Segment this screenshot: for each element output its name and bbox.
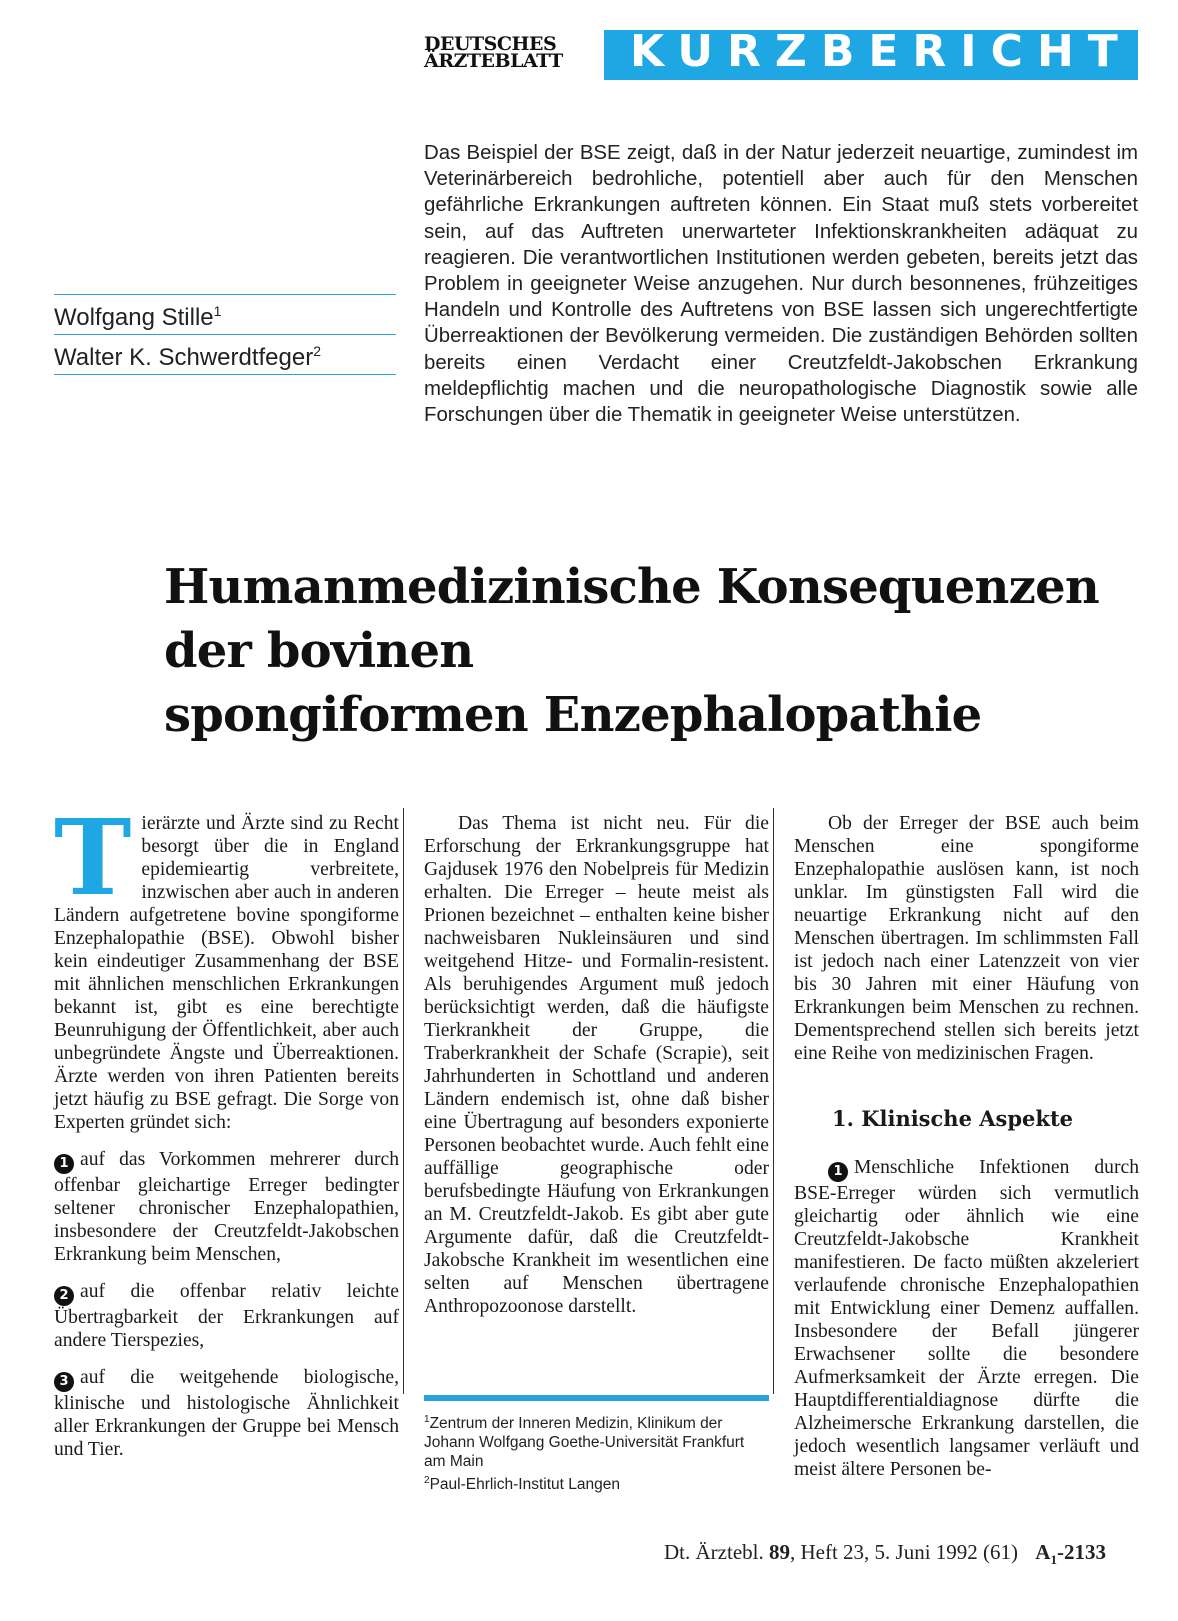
footer-volume: 89 [768,1540,790,1564]
masthead-line-1: DEUTSCHES [424,33,557,55]
number-badge-icon: 3 [54,1372,74,1392]
drop-cap: T [54,796,132,919]
page-footer [664,1540,1106,1568]
intro-paragraph [54,796,399,1134]
article-title [164,555,1154,747]
footer-journal: Dt. Ärztebl. [664,1540,764,1564]
author-affiliation-mark: 2 [313,343,322,359]
number-badge-icon: 1 [828,1162,848,1182]
masthead-line-2: ÄRZTEBLATT [424,50,563,72]
author-name: Walter K. Schwerdtfeger [54,344,314,371]
number-badge-icon: 1 [54,1154,74,1174]
intro-text: ierärzte und Ärzte sind zu Recht besorgt über die in England epidemieartig verbreitete, inzwischen aber auch in anderen Ländern aufgetretene bovine spongiforme Enzephalopathie (BSE). Obwohl bisher kein eindeutiger Zusammenhang der BSE mit ähnlichen menschlichen Erkrankungen bekannt ist, gibt es eine berechtigte Beunruhigung der Öffentlichkeit, aber auch unbegründete Ängste und Überreaktionen. Ärzte werden von ihren Patienten bereits jetzt häufig zu BSE gefragt. Die Sorge von Experten gründet sich: [54,813,399,1133]
footnote-rule [424,1395,769,1401]
number-badge-icon: 2 [54,1286,74,1306]
author-affiliation-mark: 1 [213,303,222,319]
list-item [54,1280,399,1352]
footnotes [424,1410,769,1494]
body-paragraph: Ob der Erreger der BSE auch beim Menschen eine spongiforme Enzephalopathie auslösen kann, ist noch unklar. Im günstigsten Fall wird die neuartige Erkrankung nicht auf den Menschen übertragen. Im schlimmsten Fall ist jedoch nach einer Latenzzeit von vier bis 30 Jahren mit einer Häufung von Erkrankungen beim Menschen zu rechnen. Dementsprechend stellen sich bereits jetzt eine Reihe von medizinischen Fragen. [794,813,1139,1064]
author-2 [54,335,396,374]
body-column-2 [424,812,769,1318]
author-1 [54,295,396,334]
footnote-mark: 1 [424,1414,430,1425]
list-item-text: auf die offenbar relativ leichte Übertragbarkeit der Erkrankungen auf andere Tierspezies, [54,1281,399,1351]
title-line-3: spongiformen Enzephalopathie [164,687,982,743]
author-rule-bottom [54,374,396,375]
title-line-1: Humanmedizinische Konsequenzen [164,559,1099,615]
page-prefix: A [1035,1540,1051,1564]
list-item-text: auf die weitgehende biologische, klinische und histologische Ähnlichkeit aller Erkrankungen der Gruppe bei Mensch und Tier. [54,1367,399,1460]
list-item-text: auf das Vorkommen mehrerer durch offenbar gleichartige Erreger bedingter seltener chronischer Enzephalopathien, insbesondere der Creutzfeldt-Jakobschen Erkrankung beim Menschen, [54,1149,399,1265]
title-line-2: der bovinen [164,623,474,679]
category-label: KURZBERICHT [630,26,1132,77]
abstract: Das Beispiel der BSE zeigt, daß in der Natur jederzeit neuartige, zumindest im Veterinärbereich bedrohliche, potentiell aber auch für den Menschen gefährliche Erkrankungen auftreten können. Ein Staat muß stets vorbereitet sein, auf das Auftreten unerwarteter Infektionskrankheiten adäquat zu reagieren. Die verantwortlichen Institutionen werden gebeten, bereits jetzt das Problem in geeigneter Weise anzugehen. Nur durch besonnenes, frühzeitiges Handeln und Kontrolle des Auftretens von BSE lassen sich ungerechtfertigte Überreaktionen der Bevölkerung vermeiden. Die zuständigen Behörden sollten bereits einen Verdacht einer Creutzfeldt-Jakobschen Erkrankung meldepflichtig machen und die neuropathologische Diagnostik sowie alle Forschungen über die Thematik in geeigneter Weise unterstützen. [424,142,1138,427]
page-number [1035,1540,1106,1568]
body-paragraph: Das Thema ist nicht neu. Für die Erforschung der Erkrankungsgruppe hat Gajdusek 1976 den Nobelpreis für Medizin erhalten. Die Erreger – heute meist als Prionen bezeichnet – enthalten keine bisher nachweisbaren Nukleinsäuren und sind weitgehend Hitze- und Formalin-resistent. Als beruhigendes Argument muß jedoch berücksichtigt werden, daß die häufigste Tierkrankheit der Gruppe, die Traberkrankheit der Schafe (Scrapie), seit Jahrhunderten in Schottland und anderen Ländern endemisch ist, ohne daß bisher eine Übertragung auf besonders exponierte Personen beobachtet wurde. Auch fehlt eine auffällige geographische oder berufsbedingte Häufung von Erkrankungen an M. Creutzfeldt-Jakob. Es gibt aber gute Argumente dafür, daß die Creutzfeldt-Jakobsche Krankheit im wesentlichen eine selten auf Menschen übertragene Anthropozoonose darstellt. [424,813,769,1317]
body-column-3 [794,812,1139,1481]
author-name: Wolfgang Stille [54,304,214,331]
section-heading: 1. Klinische Aspekte [832,1106,1074,1131]
footer-issue: , Heft 23, 5. Juni 1992 (61) [789,1540,1019,1564]
list-item-text: Menschliche Infektionen durch BSE-Erreger würden sich vermutlich gleichartig oder ähnlich wie eine Creutzfeldt-Jakobsche Krankheit manifestieren. De facto müßten akzeleriert verlaufende chronische Enzephalopathien mit Entwicklung einer Demenz auffallen. Insbesondere der Befall jüngerer Erwachsener sollte die besondere Aufmerksamkeit der Ärzte erregen. Die Hauptdifferentialdiagnose dürfte die Alzheimersche Erkrankung darstellen, die jedoch wesentlich langsamer verläuft und meist ältere Personen be- [794,1157,1139,1480]
footnote-text: Zentrum der Inneren Medizin, Klinikum der Johann Wolfgang Goethe-Universität Frankfurt am Main [424,1415,745,1471]
footnote-1 [424,1410,769,1471]
column-divider-1 [403,808,404,1394]
author-block [54,294,396,375]
list-item [54,1366,399,1461]
list-item [794,1156,1139,1481]
footnote-2 [424,1471,769,1494]
column-divider-2 [773,808,774,1394]
page-number-value: -2133 [1056,1540,1106,1564]
page-sub: 1 [1050,1552,1057,1568]
list-item [54,1148,399,1266]
footnote-text: Paul-Ehrlich-Institut Langen [429,1476,620,1494]
body-column-1 [54,796,399,1461]
footnote-mark: 2 [424,1475,430,1487]
journal-masthead [424,33,594,72]
